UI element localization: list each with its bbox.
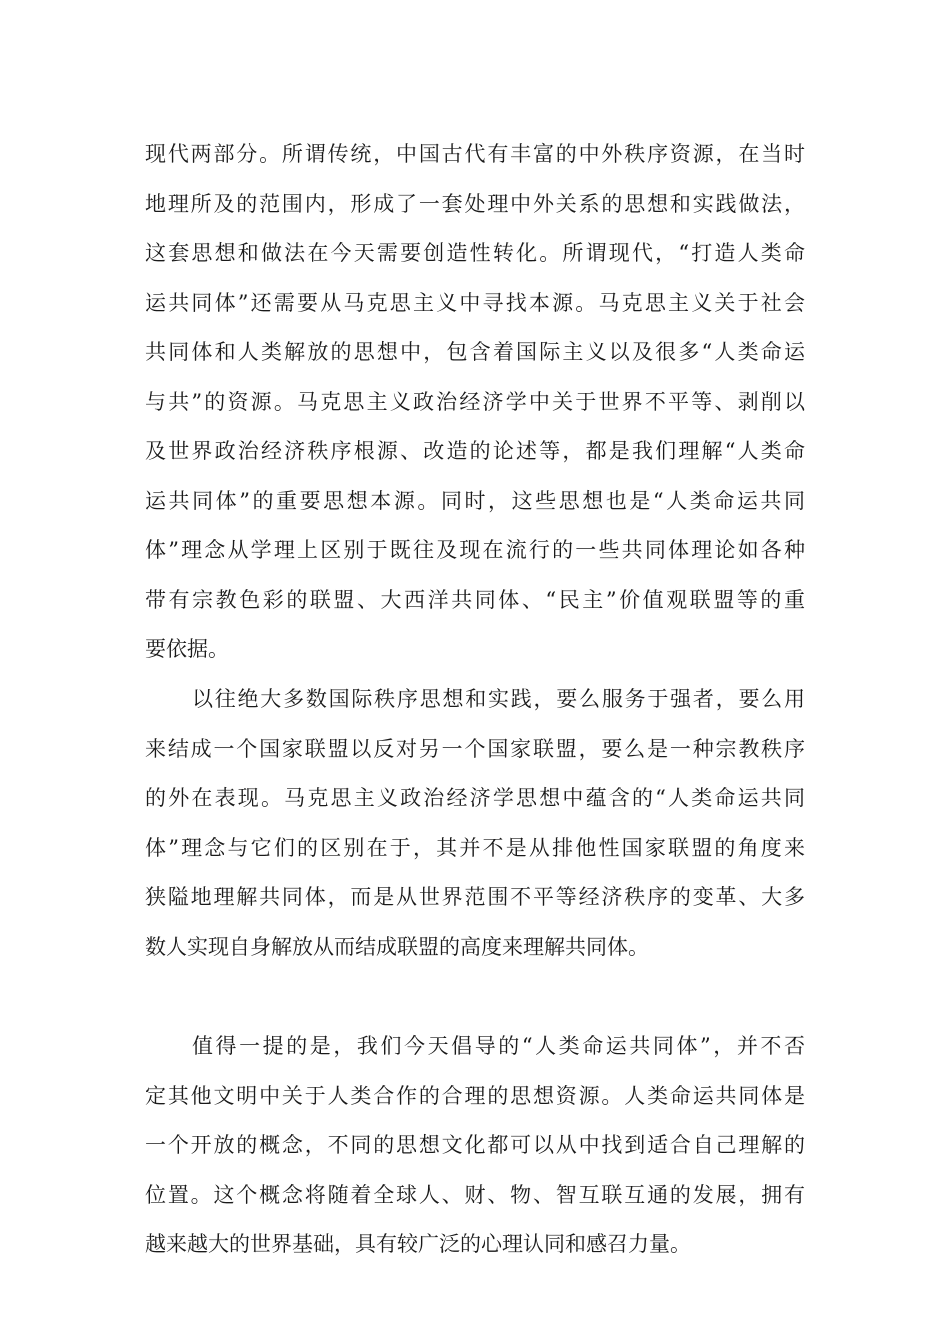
paragraph-line: 一个开放的概念，不同的思想文化都可以从中找到适合自己理解的	[145, 1133, 805, 1157]
paragraph-3	[145, 1022, 805, 1270]
paragraph-line: 来结成一个国家联盟以反对另一个国家联盟，要么是一种宗教秩序	[145, 736, 805, 761]
paragraph-line: 位置。这个概念将随着全球人、财、物、智互联互通的发展，拥有	[145, 1182, 805, 1207]
paragraph-line: 越来越大的世界基础，具有较广泛的心理认同和感召力量。	[145, 1232, 691, 1256]
paragraph-line: 与共”的资源。马克思主义政治经济学中关于世界不平等、剥削以	[145, 389, 805, 414]
paragraph-line: 数人实现自身解放从而结成联盟的高度来理解共同体。	[145, 934, 649, 959]
paragraph-line: 运共同体”的重要思想本源。同时，这些思想也是“人类命运共同	[145, 488, 805, 513]
paragraph-line: 地理所及的范围内，形成了一套处理中外关系的思想和实践做法，	[145, 191, 805, 216]
paragraph-line: 的外在表现。马克思主义政治经济学思想中蕴含的“人类命运共同	[145, 786, 805, 810]
paragraph-line: 要依据。	[145, 637, 229, 661]
paragraph-line: 狭隘地理解共同体，而是从世界范围不平等经济秩序的变革、大多	[145, 885, 805, 909]
paragraph-2	[145, 675, 805, 972]
paragraph-line: 现代两部分。所谓传统，中国古代有丰富的中外秩序资源，在当时	[145, 142, 805, 166]
paragraph-line: 体”理念从学理上区别于既往及现在流行的一些共同体理论如各种	[145, 538, 805, 562]
paragraph-line: 共同体和人类解放的思想中，包含着国际主义以及很多“人类命运	[145, 340, 805, 364]
paragraph-line: 及世界政治经济秩序根源、改造的论述等，都是我们理解“人类命	[145, 439, 805, 463]
paragraph-line: 体”理念与它们的区别在于，其并不是从排他性国家联盟的角度来	[145, 835, 805, 860]
paragraph-line: 以往绝大多数国际秩序思想和实践，要么服务于强者，要么用	[192, 687, 805, 711]
paragraph-line: 运共同体”还需要从马克思主义中寻找本源。马克思主义关于社会	[145, 290, 805, 315]
paragraph-1	[145, 130, 805, 675]
paragraph-line: 值得一提的是，我们今天倡导的“人类命运共同体”，并不否	[192, 1034, 805, 1058]
paragraph-line: 定其他文明中关于人类合作的合理的思想资源。人类命运共同体是	[145, 1083, 805, 1108]
paragraph-line: 这套思想和做法在今天需要创造性转化。所谓现代，“打造人类命	[145, 241, 805, 265]
paragraph-line: 带有宗教色彩的联盟、大西洋共同体、“民主”价值观联盟等的重	[145, 587, 805, 612]
